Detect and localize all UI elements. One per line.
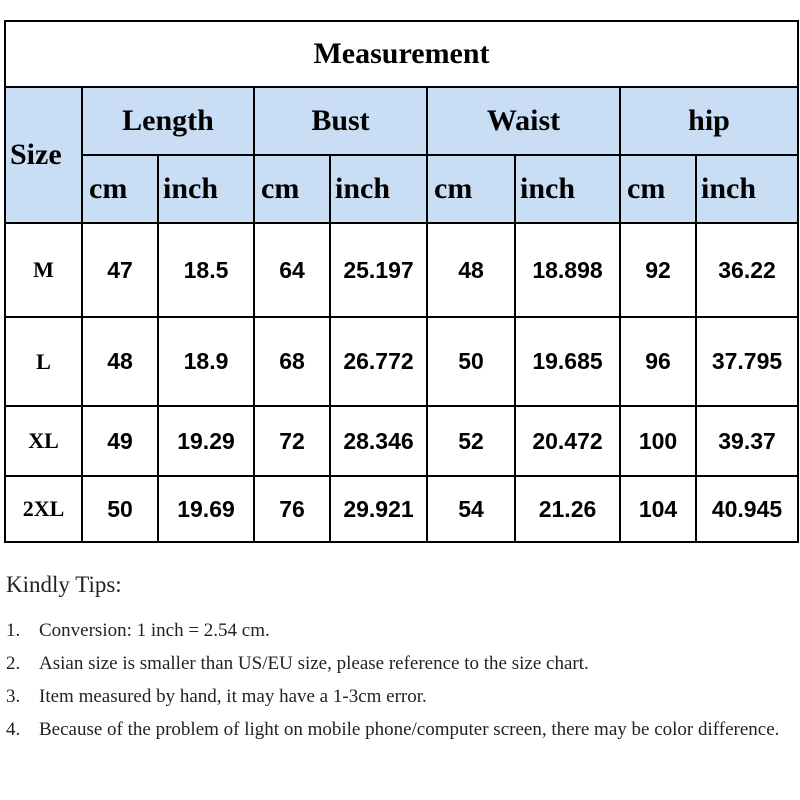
tip-text: Conversion: 1 inch = 2.54 cm.: [39, 620, 270, 641]
size-label: L: [5, 317, 82, 406]
bust-cm-value: 76: [254, 476, 330, 542]
table-row: [5, 317, 798, 406]
bust-inch-value: 26.772: [330, 317, 427, 406]
list-item: [6, 647, 794, 680]
length-cm-value: 49: [82, 406, 158, 476]
waist-inch-value: 21.26: [515, 476, 620, 542]
size-label: 2XL: [5, 476, 82, 542]
tip-number: 2.: [6, 653, 21, 674]
length-inch-value: 19.29: [158, 406, 254, 476]
waist-cm-value: 54: [427, 476, 515, 542]
hip-cm-value: 92: [620, 223, 696, 317]
waist-cm-value: 52: [427, 406, 515, 476]
hip-cm-value: 104: [620, 476, 696, 542]
table-row: [5, 406, 798, 476]
list-item: [6, 713, 794, 746]
tips-list: [6, 614, 794, 746]
hip-cm-value: 96: [620, 317, 696, 406]
bust-cm-value: 64: [254, 223, 330, 317]
waist-group-header: Waist: [427, 87, 620, 155]
bust-group-header: Bust: [254, 87, 427, 155]
size-label: M: [5, 223, 82, 317]
kindly-tips-section: [6, 570, 794, 746]
size-column-header: Size: [5, 87, 82, 223]
length-inch-value: 19.69: [158, 476, 254, 542]
unit-header: cm: [82, 155, 158, 223]
table-row: [5, 476, 798, 542]
waist-inch-value: 19.685: [515, 317, 620, 406]
tip-number: 3.: [6, 686, 21, 707]
hip-cm-value: 100: [620, 406, 696, 476]
tip-number: 4.: [6, 719, 21, 740]
bust-inch-value: 25.197: [330, 223, 427, 317]
waist-cm-value: 48: [427, 223, 515, 317]
list-item: [6, 680, 794, 713]
tip-text: Item measured by hand, it may have a 1-3cm error.: [39, 686, 427, 707]
hip-group-header: hip: [620, 87, 798, 155]
length-group-header: Length: [82, 87, 254, 155]
tips-title: Kindly Tips:: [6, 572, 122, 597]
waist-inch-value: 20.472: [515, 406, 620, 476]
hip-inch-value: 40.945: [696, 476, 798, 542]
length-cm-value: 50: [82, 476, 158, 542]
bust-cm-value: 72: [254, 406, 330, 476]
hip-inch-value: 37.795: [696, 317, 798, 406]
tip-number: 1.: [6, 620, 21, 641]
unit-header: cm: [620, 155, 696, 223]
unit-header: cm: [427, 155, 515, 223]
size-label: XL: [5, 406, 82, 476]
size-chart-table: [4, 20, 799, 543]
unit-header: inch: [158, 155, 254, 223]
hip-inch-value: 36.22: [696, 223, 798, 317]
bust-cm-value: 68: [254, 317, 330, 406]
unit-header: inch: [330, 155, 427, 223]
waist-inch-value: 18.898: [515, 223, 620, 317]
tip-text: Asian size is smaller than US/EU size, please reference to the size chart.: [39, 653, 589, 674]
length-cm-value: 48: [82, 317, 158, 406]
bust-inch-value: 29.921: [330, 476, 427, 542]
unit-header: cm: [254, 155, 330, 223]
tip-text: Because of the problem of light on mobile phone/computer screen, there may be color difference.: [39, 719, 780, 740]
bust-inch-value: 28.346: [330, 406, 427, 476]
table-title: Measurement: [5, 21, 798, 87]
length-inch-value: 18.5: [158, 223, 254, 317]
waist-cm-value: 50: [427, 317, 515, 406]
unit-header: inch: [515, 155, 620, 223]
length-inch-value: 18.9: [158, 317, 254, 406]
unit-header: inch: [696, 155, 798, 223]
table-row: [5, 223, 798, 317]
list-item: [6, 614, 794, 647]
hip-inch-value: 39.37: [696, 406, 798, 476]
length-cm-value: 47: [82, 223, 158, 317]
